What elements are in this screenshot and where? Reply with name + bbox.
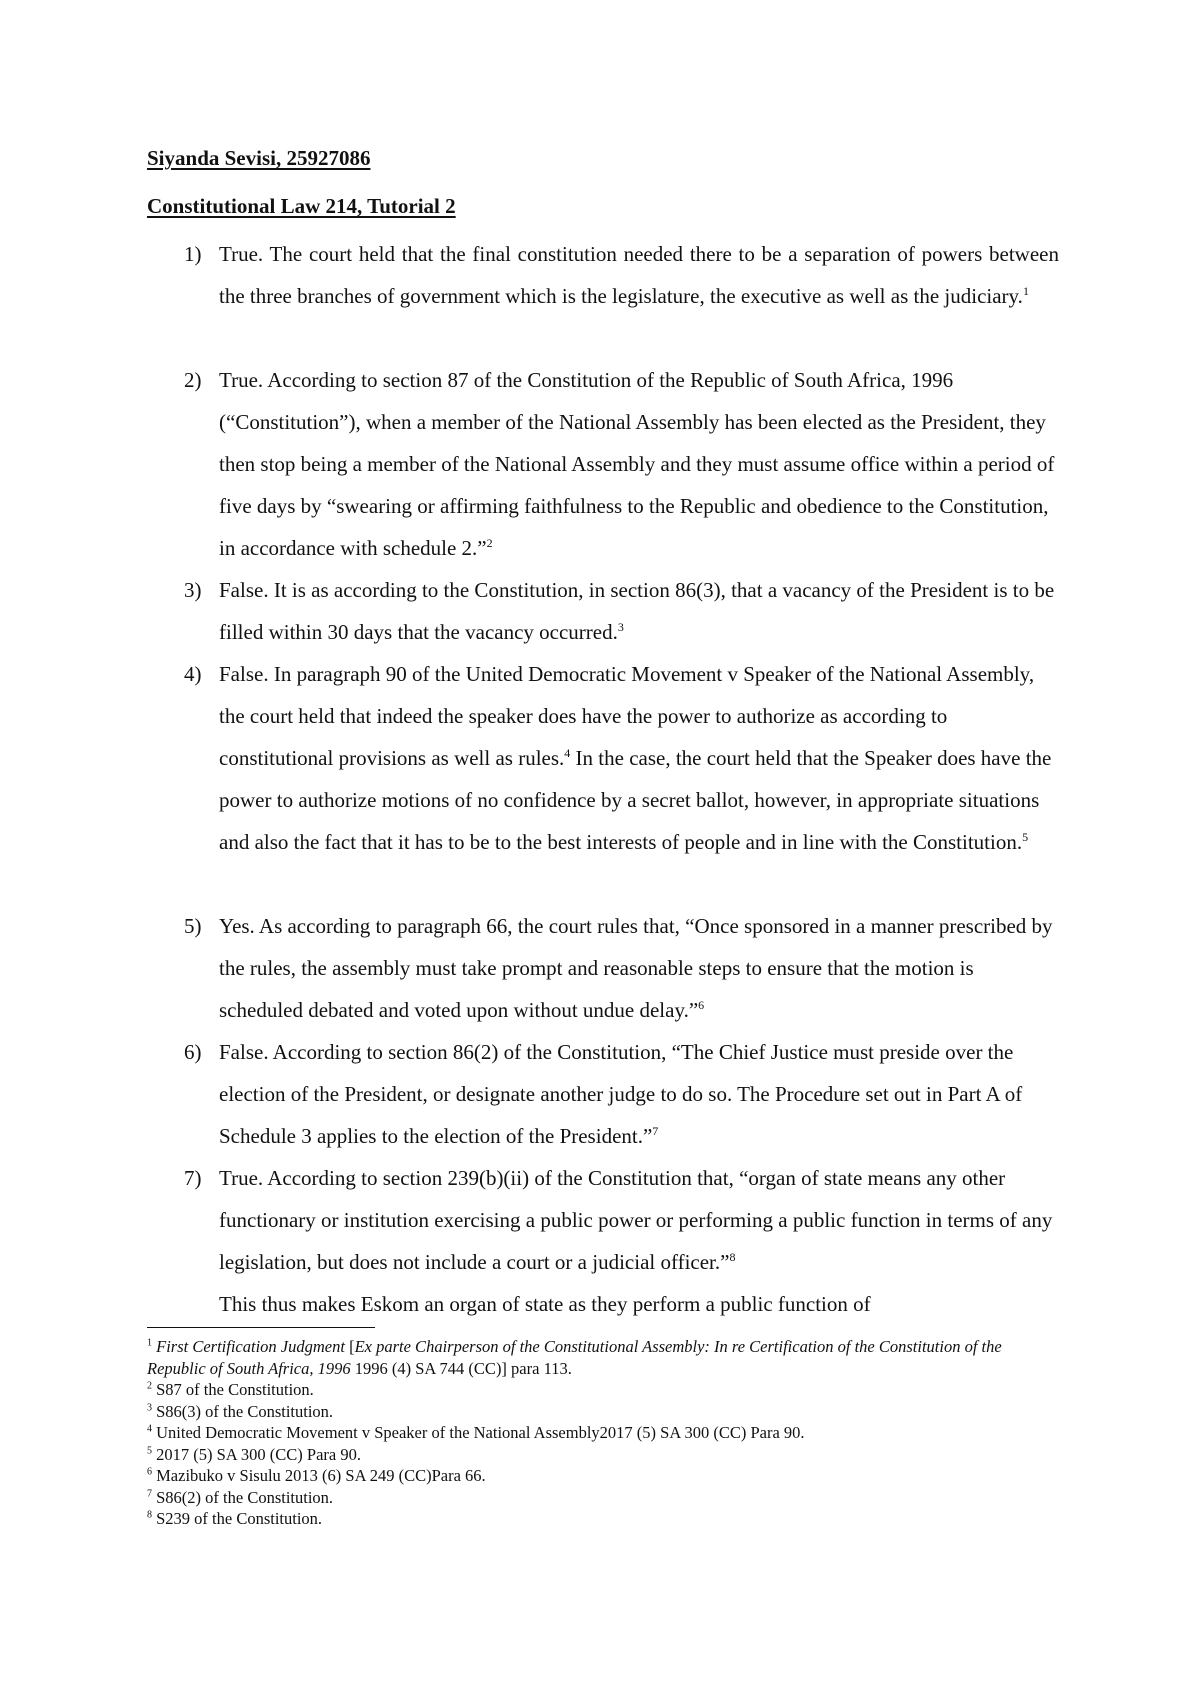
answer-text: True. According to section 239(b)(ii) of the Constitution that, “organ of state means any other functionary or institution exercising a public power or performing a public function in terms of any legislation, but does not include a court or a judicial officer.”$^8$ [219, 1166, 1053, 1274]
answer-number: 6) [184, 1040, 202, 1064]
answer-text: Yes. As according to paragraph 66, the court rules that, “Once sponsored in a manner prescribed by the rules, the assembly must take prompt and reasonable steps to ensure that the motion is scheduled debated and voted upon without undue delay.”$^6$ [219, 914, 1053, 1022]
answer-number: 1) [184, 242, 202, 266]
answer-item-6 [147, 1031, 1059, 1157]
case-title: Ex parte Chairperson of the Constitutional Assembly: In re Certification of the Constitution of the Republic of South Africa, 1996 [147, 1337, 1002, 1378]
footnote-ref: 6 [698, 998, 705, 1012]
footnote-ref: 2 [486, 536, 493, 550]
footnote-5: $^5$ 2017 (5) SA 300 (CC) Para 90. [147, 1444, 361, 1464]
footnote-mark: 3 [147, 1402, 152, 1413]
footnote-mark: 4 [147, 1423, 152, 1435]
footnote-mark: 6 [147, 1466, 152, 1478]
answer-item-1 [147, 233, 1059, 317]
footnote-8: $^8$ S239 of the Constitution. [147, 1509, 323, 1528]
footnote-ref: 3 [617, 620, 624, 634]
answer-item-2 [147, 359, 1059, 569]
footnote-1: $^1$ First Certification Judgment [Ex parte Chairperson of the Constitutional Assembly: In re Certification of the Constitution of the Republic of South Africa, 1996 1996 (4) SA 744 (CC)] para 113. [147, 1337, 1002, 1378]
answer-number: 2) [184, 368, 202, 392]
answer-continuation: This thus makes Eskom an organ of state as they perform a public function of [219, 1292, 871, 1316]
course-heading: Constitutional Law 214, Tutorial 2 [147, 194, 456, 218]
answer-item-4 [147, 653, 1059, 863]
answer-text: False. In paragraph 90 of the United Democratic Movement v Speaker of the National Assembly, the court held that indeed the speaker does have the power to authorize as according to constitutional provisions as well as rules.$^4$ In the case, the court held that the Speaker does have the power to authorize motions of no confidence by a secret ballot, however, in appropriate situations and also the fact that it has to be to the best interests of people and in line with the Constitution.$^5$ [219, 662, 1052, 854]
answer-text: True. According to section 87 of the Constitution of the Republic of South Africa, 1996 (“Constitution”), when a member of the National Assembly has been elected as the President, they then stop being a member of the National Assembly and they must assume office within a period of five days by “swearing or affirming faithfulness to the Republic and obedience to the Constitution, in accordance with schedule 2.”$^2$ [219, 368, 1055, 560]
student-name-heading: Siyanda Sevisi, 25927086 [147, 146, 371, 170]
footnote-mark: 1 [147, 1337, 152, 1349]
footnote-ref: 4 [564, 746, 571, 760]
footnote-3: $^3$ S86(3) of the Constitution. [147, 1401, 334, 1421]
answer-item-5 [147, 905, 1059, 1031]
footnote-2: $^2$ S87 of the Constitution. [147, 1380, 314, 1399]
footnote-ref: 7 [652, 1124, 659, 1138]
case-name: First Certification Judgment [156, 1337, 345, 1356]
answer-item-3 [147, 569, 1059, 653]
footnote-ref: 8 [729, 1250, 736, 1264]
footnote-separator [147, 1327, 375, 1328]
footnote-mark: 7 [147, 1488, 152, 1499]
answer-text: False. It is as according to the Constitution, in section 86(3), that a vacancy of the President is to be filled within 30 days that the vacancy occurred.$^3$ [219, 578, 1055, 644]
footnote-6: $^6$ Mazibuko v Sisulu 2013 (6) SA 249 (CC)Para 66. [147, 1466, 486, 1485]
footnote-4: $^4$ United Democratic Movement v Speaker of the National Assembly2017 (5) SA 300 (CC) Para 90. [147, 1423, 805, 1442]
answer-text: False. According to section 86(2) of the Constitution, “The Chief Justice must preside over the election of the President, or designate another judge to do so. The Procedure set out in Part A of Schedule 3 applies to the election of the President.”$^7$ [219, 1040, 1023, 1148]
answer-number: 5) [184, 914, 202, 938]
footnote-ref: 1 [1022, 284, 1029, 298]
footnotes [147, 1336, 1059, 1530]
footnote-mark: 8 [147, 1509, 152, 1521]
answer-text: True. The court held that the final constitution needed there to be a separation of powers between the three branches of government which is the legislature, the executive as well as the judiciary.$^1$ [219, 242, 1059, 308]
footnote-7: $^7$ S86(2) of the Constitution. [147, 1487, 334, 1507]
footnote-mark: 2 [147, 1380, 152, 1392]
answer-number: 3) [184, 578, 202, 602]
answer-number: 4) [184, 662, 202, 686]
footnote-ref: 5 [1022, 830, 1029, 844]
footnote-mark: 5 [147, 1445, 152, 1456]
answer-item-7 [147, 1157, 1059, 1325]
answer-number: 7) [184, 1166, 202, 1190]
